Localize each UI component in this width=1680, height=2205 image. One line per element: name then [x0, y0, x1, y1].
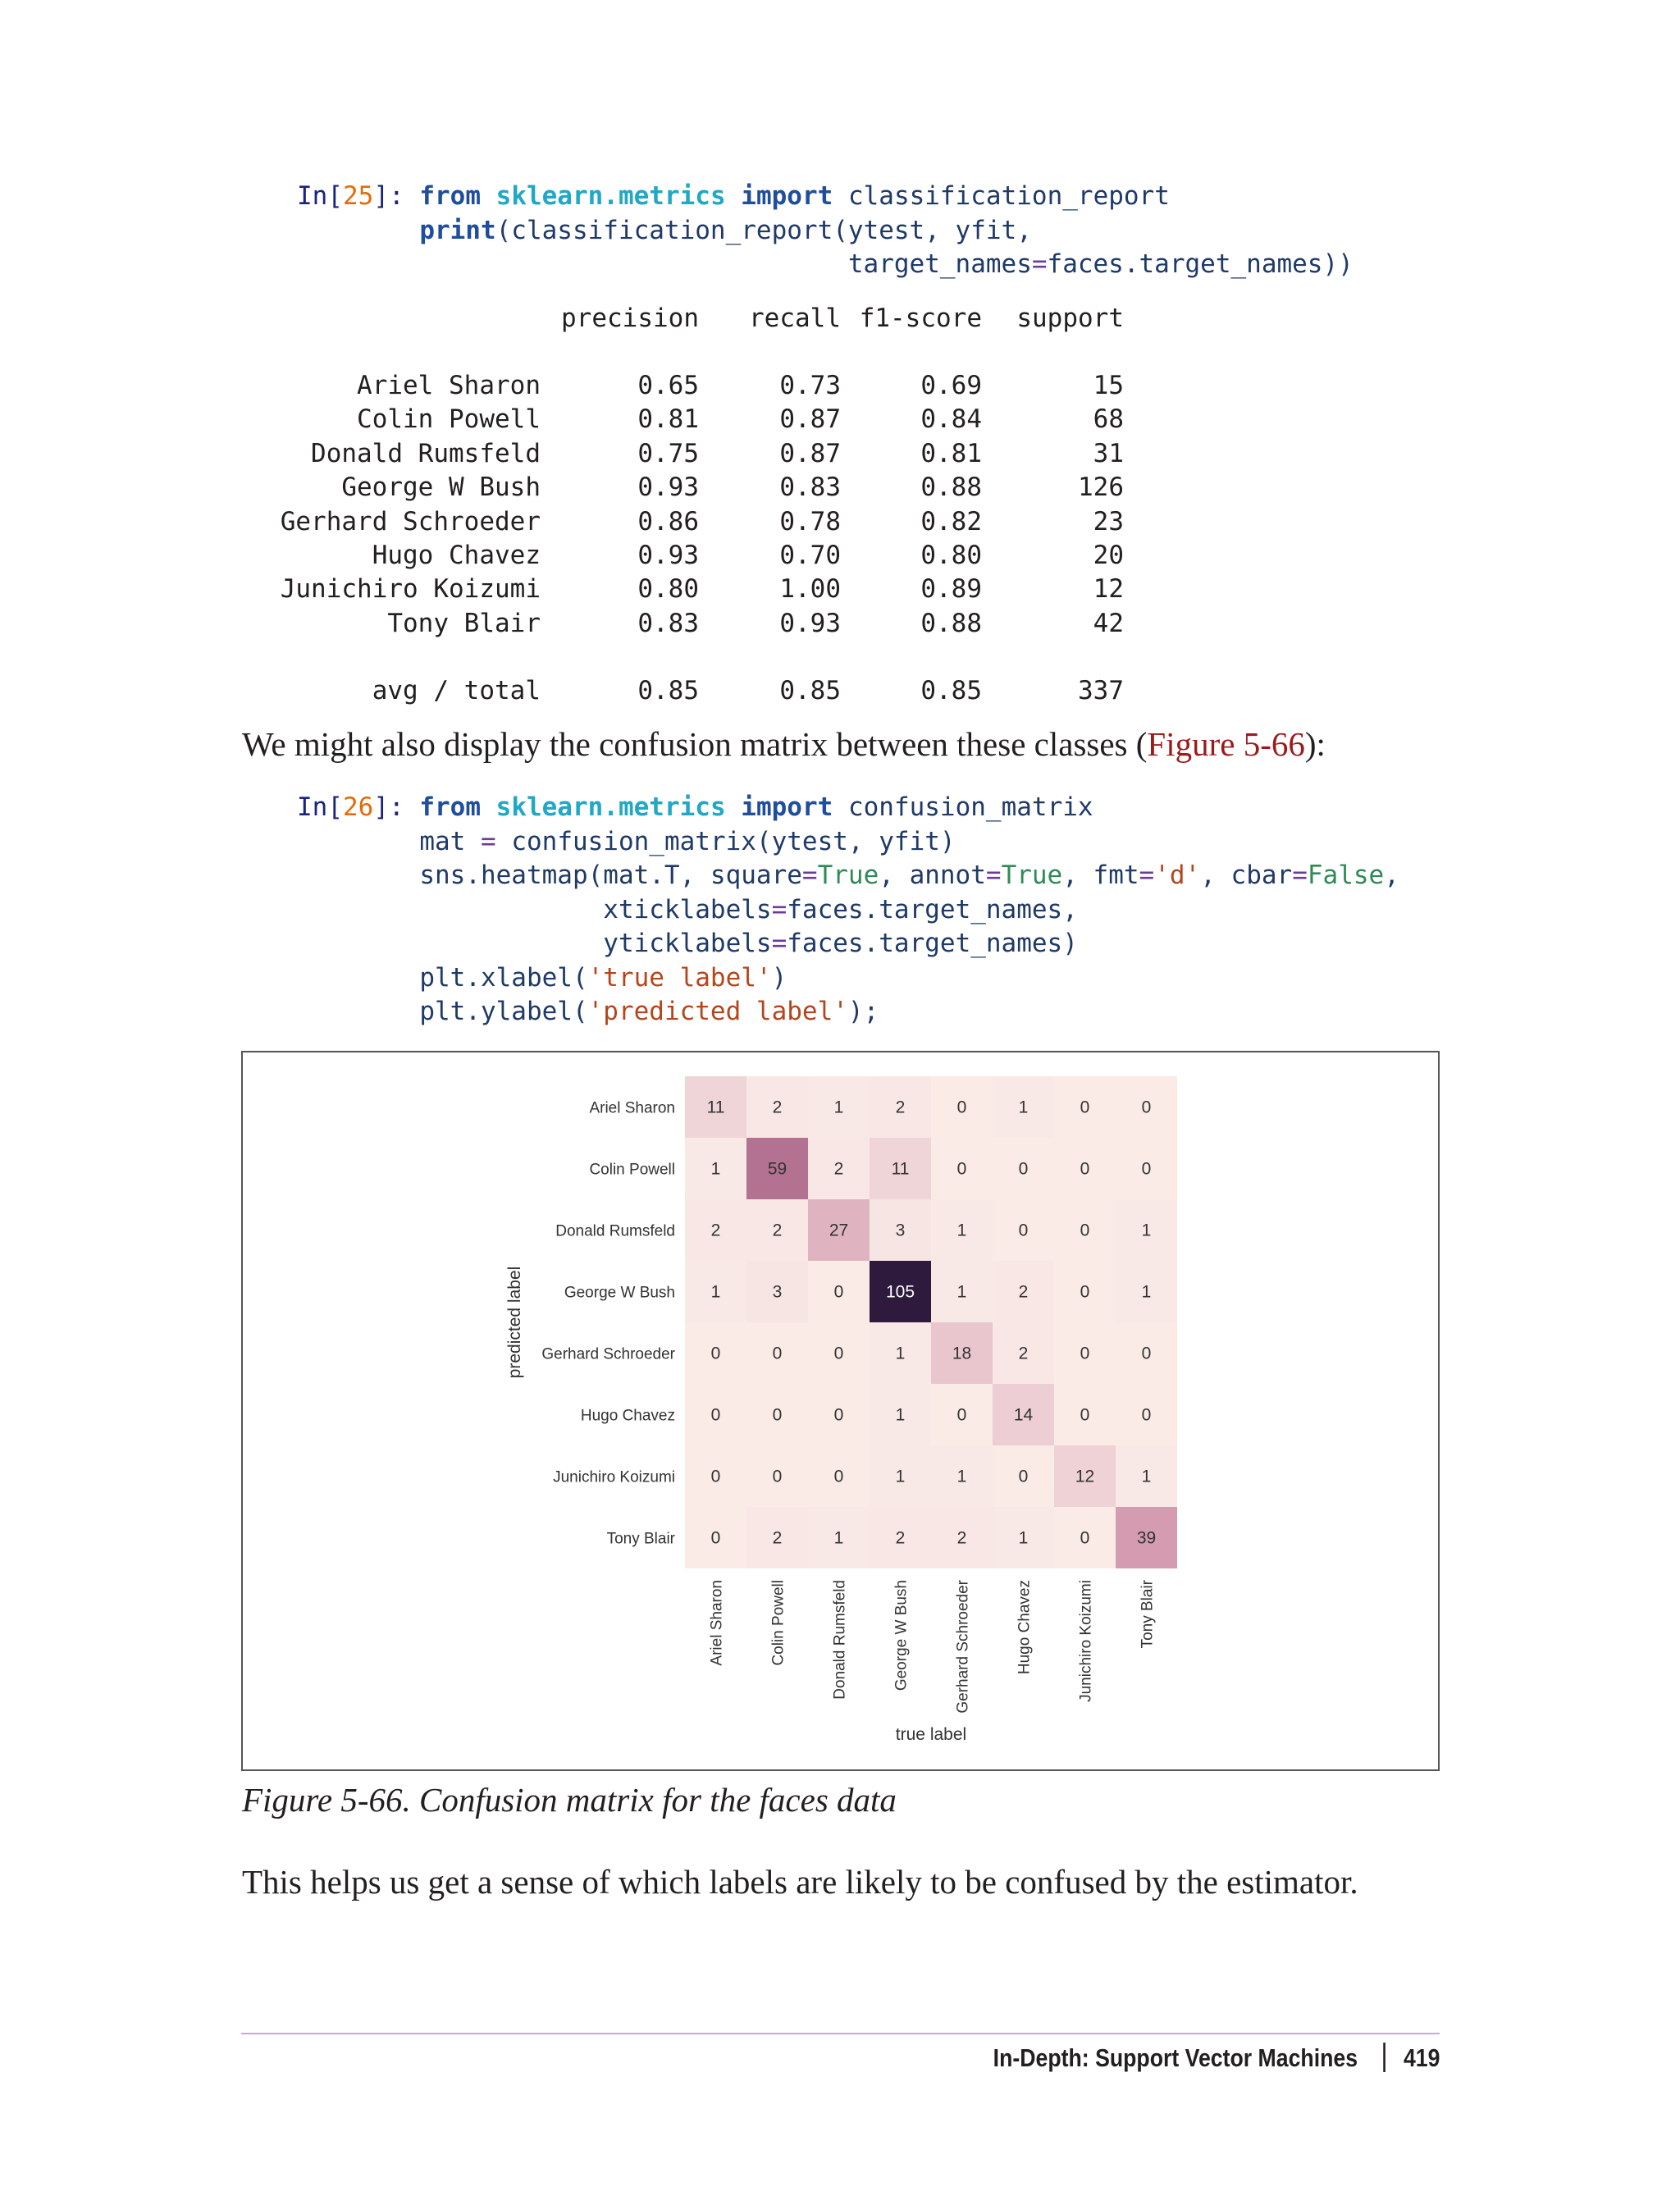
report-row: [280, 506, 1281, 541]
report-label: George W Bush: [341, 472, 541, 503]
heatmap-cell-value: 1: [1141, 1221, 1152, 1240]
code-prompt: In[26]:: [297, 792, 420, 822]
y-tick-label: Ariel Sharon: [589, 1099, 675, 1117]
report-support: 42: [1093, 608, 1124, 638]
report-precision: 0.85: [637, 676, 699, 706]
code-block-confusion-matrix: In[26]: from sklearn.metrics import confusion_matrix mat = confusion_matrix(ytest, yfit) sns.heatmap(mat.T, square=True, annot=True, fmt='d', cbar=False, xticklabels=faces.target_names, yticklabels=faces.target_names) plt.xlabel('true label') plt.ylabel('predicted label');: [297, 792, 1399, 1026]
header-support: support: [1016, 304, 1124, 333]
heatmap-cell-value: 0: [833, 1467, 844, 1486]
report-row: [280, 574, 1281, 608]
report-row: [297, 404, 1281, 438]
report-label: Donald Rumsfeld: [311, 438, 541, 468]
heatmap-cell-value: 39: [1136, 1528, 1157, 1548]
heatmap-cell-value: 0: [956, 1159, 967, 1179]
heatmap-cell-value: 1: [895, 1405, 906, 1425]
heatmap-cell-value: 0: [1018, 1159, 1029, 1179]
report-row: [297, 472, 1281, 506]
report-recall: 1.00: [779, 574, 841, 605]
heatmap-cell-value: 2: [895, 1098, 906, 1117]
heatmap-cell-value: 0: [710, 1528, 721, 1548]
heatmap-cell-value: 0: [1080, 1344, 1090, 1363]
report-recall: 0.87: [779, 404, 841, 435]
y-tick-label: Gerhard Schroeder: [541, 1345, 675, 1363]
heatmap-cell-value: 0: [1141, 1098, 1152, 1117]
heatmap-cell-value: 3: [772, 1282, 783, 1302]
heatmap-cell-value: 1: [833, 1098, 844, 1117]
header-f1-score: f1-score: [859, 304, 982, 333]
report-precision: 0.93: [637, 472, 699, 503]
report-support: 126: [1078, 472, 1124, 503]
report-support: 15: [1093, 371, 1124, 400]
heatmap-cell-value: 0: [956, 1098, 967, 1117]
heatmap-cell-value: 59: [767, 1159, 788, 1179]
heatmap-cell-value: 0: [1018, 1221, 1029, 1240]
heatmap-cell-value: 0: [772, 1467, 783, 1486]
report-f1: 0.84: [920, 404, 982, 435]
heatmap-cell-value: 2: [1018, 1344, 1029, 1363]
heatmap-cell-value: 3: [895, 1221, 906, 1240]
report-label: avg / total: [372, 676, 541, 706]
report-row: [297, 541, 1281, 574]
report-recall: 0.87: [779, 438, 841, 468]
report-row: [297, 439, 1281, 472]
x-tick-label: Ariel Sharon: [708, 1580, 726, 1666]
heatmap-cell-value: 0: [772, 1344, 783, 1363]
report-precision: 0.81: [637, 404, 699, 435]
report-label: Tony Blair: [387, 608, 541, 638]
heatmap-cell-value: 1: [956, 1221, 967, 1240]
heatmap-cell-value: 1: [710, 1282, 721, 1302]
x-tick-label: Junichiro Koizumi: [1077, 1580, 1095, 1702]
confusion-matrix-heatmap: [243, 1052, 1438, 1769]
report-label: Hugo Chavez: [372, 541, 541, 570]
report-precision: 0.93: [637, 541, 699, 570]
report-label: Gerhard Schroeder: [280, 506, 541, 536]
y-tick-label: Donald Rumsfeld: [555, 1222, 675, 1240]
intro-paragraph: We might also display the confusion matrix between these classes (Figure 5-66):: [242, 725, 1326, 763]
heatmap-cell-value: 27: [829, 1221, 849, 1240]
heatmap-cell-value: 2: [710, 1221, 721, 1240]
heatmap-cell-value: 0: [1080, 1221, 1090, 1240]
heatmap-cell-value: 1: [1141, 1467, 1152, 1486]
report-f1: 0.82: [920, 506, 982, 536]
report-f1: 0.81: [920, 438, 982, 468]
report-f1: 0.80: [920, 541, 982, 570]
y-tick-label: Junichiro Koizumi: [553, 1468, 675, 1486]
y-axis-label: predicted label: [505, 1266, 524, 1379]
footer-section-title: In-Depth: Support Vector Machines: [993, 2043, 1358, 2072]
x-tick-label: Hugo Chavez: [1016, 1580, 1034, 1675]
heatmap-cell-value: 1: [710, 1159, 721, 1179]
report-row: [297, 371, 1281, 404]
heatmap-cell-value: 0: [833, 1282, 844, 1302]
report-label: Ariel Sharon: [357, 371, 541, 400]
heatmap-cell-value: 1: [1141, 1282, 1152, 1302]
report-recall: 0.70: [779, 541, 841, 570]
x-tick-label: Gerhard Schroeder: [954, 1580, 972, 1714]
report-total-row: [297, 676, 1281, 710]
heatmap-cell-value: 2: [833, 1159, 844, 1179]
heatmap-cell-value: 1: [895, 1467, 906, 1486]
report-precision: 0.83: [637, 608, 699, 638]
heatmap-cell-value: 0: [1080, 1282, 1090, 1302]
report-recall: 0.73: [779, 371, 841, 400]
code-prompt: In[25]:: [297, 181, 420, 211]
page-number: 419: [1403, 2043, 1440, 2072]
heatmap-cell-value: 1: [1018, 1528, 1029, 1548]
report-support: 68: [1093, 404, 1124, 435]
heatmap-cell-value: 1: [956, 1467, 967, 1486]
report-f1: 0.85: [920, 676, 982, 706]
report-f1: 0.88: [920, 472, 982, 503]
x-tick-label: Colin Powell: [769, 1580, 788, 1666]
heatmap-cell-value: 2: [895, 1528, 906, 1548]
heatmap-cell-value: 18: [952, 1344, 972, 1363]
report-precision: 0.80: [637, 574, 699, 605]
report-header-row: [297, 304, 1281, 337]
heatmap-cell-value: 0: [1141, 1405, 1152, 1425]
heatmap-cell-value: 0: [1018, 1467, 1029, 1486]
y-tick-label: Tony Blair: [606, 1530, 675, 1548]
figure-reference-link[interactable]: Figure 5-66: [1147, 725, 1305, 763]
header-recall: recall: [749, 304, 841, 333]
heatmap-cell-value: 11: [891, 1159, 910, 1179]
heatmap-cell-value: 0: [1080, 1528, 1090, 1548]
heatmap-cell-value: 0: [1141, 1344, 1152, 1363]
heatmap-cell-value: 1: [833, 1528, 844, 1548]
heatmap-cell-value: 0: [710, 1405, 721, 1425]
heatmap-cell-value: 2: [772, 1098, 783, 1117]
heatmap-cell-value: 0: [956, 1405, 967, 1425]
heatmap-cell-value: 0: [772, 1405, 783, 1425]
report-f1: 0.69: [920, 371, 982, 400]
y-tick-label: Hugo Chavez: [580, 1407, 675, 1425]
report-row: [297, 609, 1281, 642]
heatmap-cell-value: 2: [1018, 1282, 1029, 1302]
report-recall: 0.83: [779, 472, 841, 503]
heatmap-cell-value: 14: [1013, 1405, 1034, 1425]
heatmap-cell-value: 0: [1080, 1405, 1090, 1425]
report-support: 337: [1078, 676, 1124, 706]
closing-paragraph: This helps us get a sense of which labels are likely to be confused by the estimator.: [242, 1863, 1358, 1901]
report-precision: 0.86: [637, 506, 699, 536]
heatmap-cell-value: 1: [1018, 1098, 1029, 1117]
y-tick-label: George W Bush: [564, 1284, 675, 1302]
report-precision: 0.75: [637, 438, 699, 468]
heatmap-cell-value: 2: [772, 1221, 783, 1240]
header-precision: precision: [561, 304, 699, 333]
heatmap-cell-value: 2: [772, 1528, 783, 1548]
heatmap-cell-value: 11: [706, 1098, 725, 1117]
report-support: 31: [1093, 438, 1124, 468]
report-f1: 0.88: [920, 608, 982, 638]
code-block-classification-report: In[25]: from sklearn.metrics import classification_report print(classification_report(ytest, yfit, target_names=faces.target_names)): [297, 181, 1354, 279]
y-tick-label: Colin Powell: [589, 1161, 675, 1179]
page-footer: [993, 2043, 1440, 2073]
heatmap-cell-value: 2: [956, 1528, 967, 1548]
report-support: 20: [1093, 541, 1124, 570]
x-tick-label: George W Bush: [892, 1580, 911, 1691]
heatmap-cell-value: 0: [710, 1344, 721, 1363]
x-axis-label: true label: [895, 1725, 967, 1744]
figure-caption: Figure 5-66. Confusion matrix for the faces data: [242, 1781, 897, 1819]
report-label: Junichiro Koizumi: [280, 574, 541, 605]
footer-rule: [241, 2033, 1440, 2034]
report-precision: 0.65: [637, 371, 699, 400]
heatmap-cell-value: 0: [1080, 1098, 1090, 1117]
heatmap-cell-value: 0: [710, 1467, 721, 1486]
heatmap-cell-value: 105: [885, 1282, 915, 1302]
heatmap-cell-value: 0: [1080, 1159, 1090, 1179]
report-support: 12: [1093, 574, 1124, 605]
report-recall: 0.78: [779, 506, 841, 536]
heatmap-cell-value: 12: [1075, 1467, 1095, 1486]
heatmap-cell-value: 1: [895, 1344, 906, 1363]
figure-frame: [241, 1051, 1440, 1771]
x-tick-label: Tony Blair: [1139, 1580, 1157, 1649]
heatmap-cell-value: 1: [956, 1282, 967, 1302]
report-recall: 0.93: [779, 608, 841, 638]
x-tick-label: Donald Rumsfeld: [831, 1580, 849, 1700]
footer-separator: [1383, 2043, 1386, 2072]
report-support: 23: [1093, 506, 1124, 536]
report-recall: 0.85: [779, 676, 841, 706]
heatmap-cell-value: 0: [833, 1344, 844, 1363]
report-label: Colin Powell: [357, 404, 541, 435]
report-f1: 0.89: [920, 574, 982, 605]
heatmap-cell-value: 0: [833, 1405, 844, 1425]
heatmap-cell-value: 0: [1141, 1159, 1152, 1179]
